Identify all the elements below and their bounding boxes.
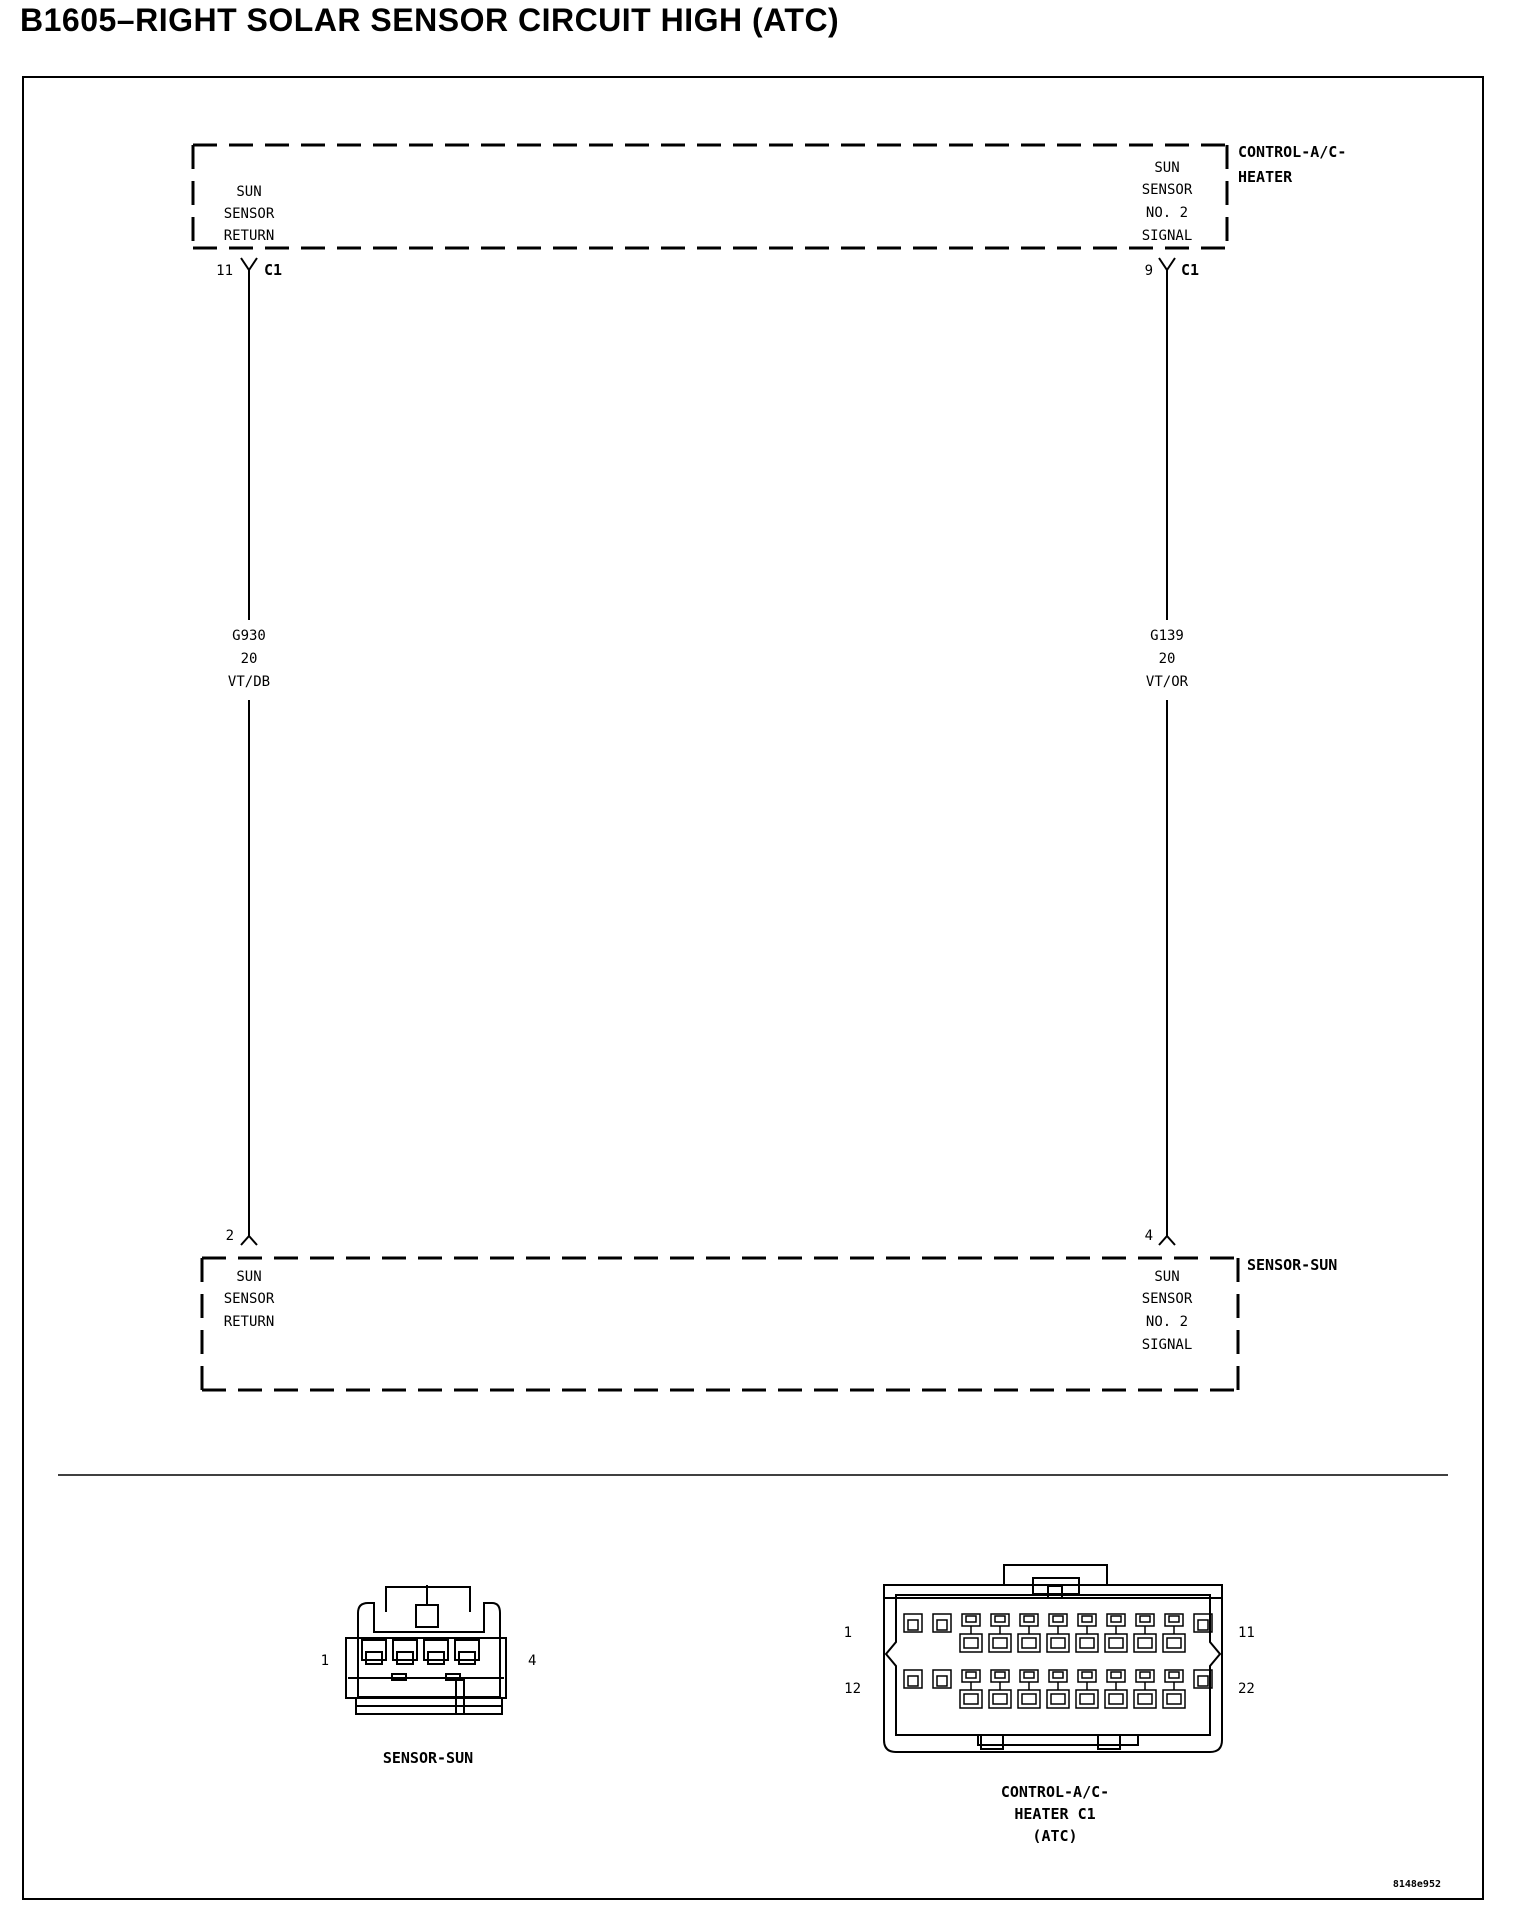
svg-text:20: 20 bbox=[1158, 651, 1176, 667]
control-c1-connector-icon bbox=[884, 1565, 1222, 1752]
svg-text:VT/DB: VT/DB bbox=[227, 674, 271, 690]
sensor-left-pin-label bbox=[224, 1269, 275, 1330]
svg-text:SENSOR: SENSOR bbox=[1141, 1291, 1193, 1307]
sensor-sun-pin-first: 1 bbox=[320, 1653, 329, 1669]
svg-text:SENSOR: SENSOR bbox=[223, 206, 275, 222]
control-right-pin-label bbox=[1142, 160, 1193, 244]
svg-text:SENSOR: SENSOR bbox=[223, 1291, 275, 1307]
svg-text:SUN: SUN bbox=[236, 184, 262, 200]
wire-right-label bbox=[1146, 628, 1189, 690]
control-right-connector-id: C1 bbox=[1181, 261, 1200, 279]
svg-text:SIGNAL: SIGNAL bbox=[1141, 228, 1193, 244]
svg-text:SIGNAL: SIGNAL bbox=[1141, 1337, 1193, 1353]
sensor-sun-connector-label: SENSOR-SUN bbox=[382, 1749, 474, 1767]
svg-text:G139: G139 bbox=[1150, 628, 1184, 644]
control-c1-pin-cavities bbox=[904, 1614, 1212, 1708]
control-left-terminal-icon bbox=[241, 258, 257, 270]
control-left-pin-number: 11 bbox=[216, 263, 233, 279]
control-right-pin-number: 9 bbox=[1144, 263, 1153, 279]
page-title: B1605–RIGHT SOLAR SENSOR CIRCUIT HIGH (ATC) bbox=[20, 2, 840, 38]
control-c1-pin-bottom-first: 12 bbox=[844, 1681, 861, 1697]
sensor-sun-connector-icon bbox=[346, 1585, 506, 1714]
sensor-sun-pin-last: 4 bbox=[528, 1653, 537, 1669]
svg-text:RETURN: RETURN bbox=[223, 228, 275, 244]
svg-text:RETURN: RETURN bbox=[223, 1314, 275, 1330]
svg-text:20: 20 bbox=[240, 651, 258, 667]
svg-text:SUN: SUN bbox=[236, 1269, 262, 1285]
svg-text:HEATER C1: HEATER C1 bbox=[1014, 1805, 1096, 1823]
control-module-name-line1: CONTROL-A/C- bbox=[1238, 143, 1347, 161]
control-c1-connector-label bbox=[1001, 1783, 1109, 1845]
sensor-left-terminal-icon bbox=[241, 1236, 257, 1245]
sensor-module-name: SENSOR-SUN bbox=[1247, 1256, 1338, 1274]
figure-id: 8148e952 bbox=[1392, 1879, 1441, 1890]
control-c1-pin-bottom-last: 22 bbox=[1238, 1681, 1255, 1697]
control-right-terminal-icon bbox=[1159, 258, 1175, 270]
wire-left-label bbox=[228, 628, 270, 690]
control-left-connector-id: C1 bbox=[264, 261, 283, 279]
sensor-right-pin-number: 4 bbox=[1144, 1228, 1153, 1244]
svg-text:G930: G930 bbox=[232, 628, 266, 644]
svg-text:NO. 2: NO. 2 bbox=[1145, 1314, 1189, 1330]
sensor-right-pin-label bbox=[1142, 1269, 1193, 1353]
control-c1-pin-top-last: 11 bbox=[1238, 1625, 1255, 1641]
svg-text:CONTROL-A/C-: CONTROL-A/C- bbox=[1000, 1783, 1110, 1801]
sensor-module-box bbox=[202, 1258, 1238, 1390]
svg-text:NO. 2: NO. 2 bbox=[1145, 205, 1189, 221]
control-c1-pin-top-first: 1 bbox=[843, 1625, 852, 1641]
control-module-name-line2: HEATER bbox=[1238, 168, 1293, 186]
svg-text:VT/OR: VT/OR bbox=[1145, 674, 1189, 690]
control-module-box bbox=[193, 145, 1227, 248]
sensor-left-pin-number: 2 bbox=[225, 1228, 234, 1244]
svg-text:SUN: SUN bbox=[1154, 1269, 1180, 1285]
sensor-right-terminal-icon bbox=[1159, 1236, 1175, 1245]
svg-text:SUN: SUN bbox=[1154, 160, 1180, 176]
control-left-pin-label bbox=[224, 184, 275, 244]
svg-text:SENSOR: SENSOR bbox=[1141, 182, 1193, 198]
svg-text:(ATC): (ATC) bbox=[1032, 1827, 1078, 1845]
